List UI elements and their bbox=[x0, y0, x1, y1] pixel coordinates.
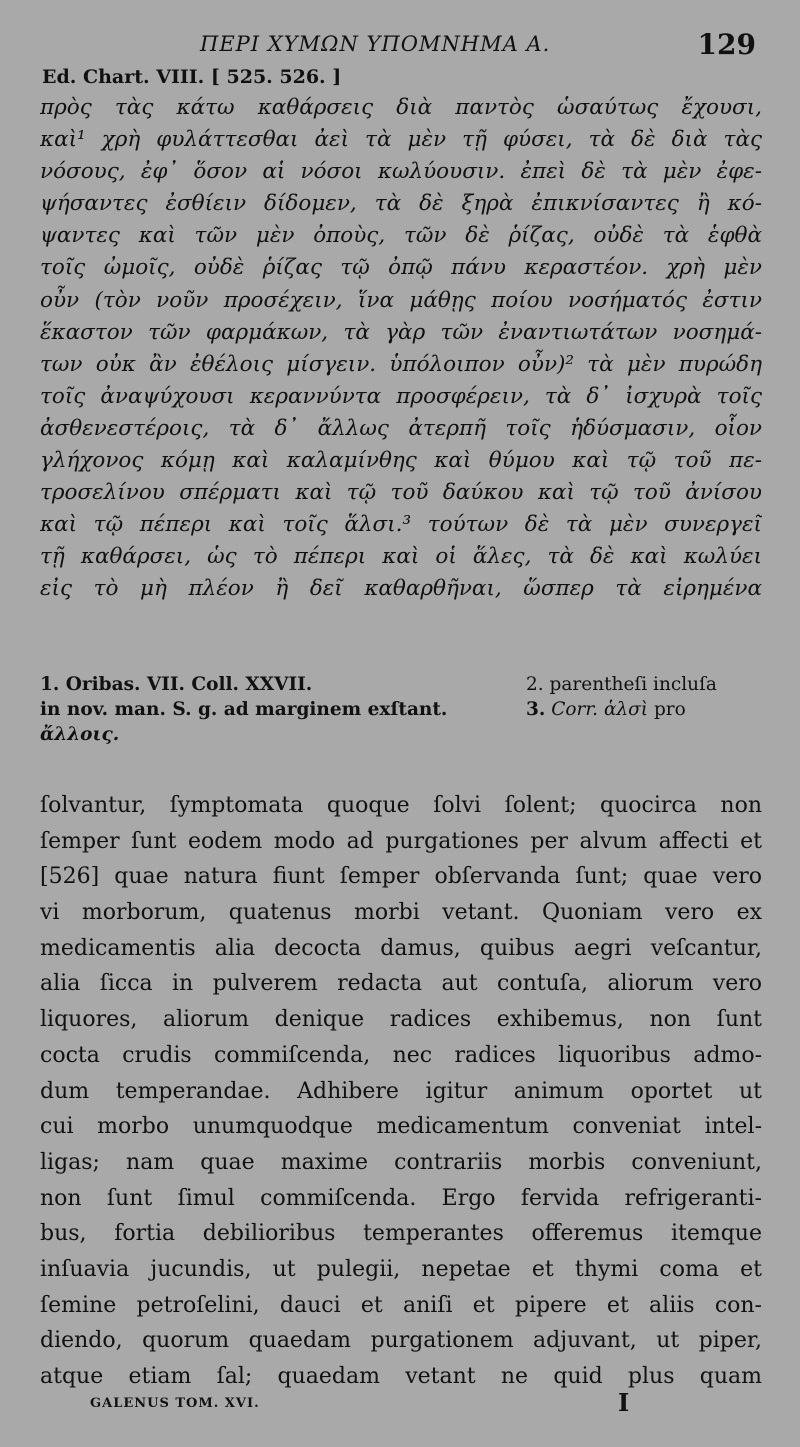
greek-text-line: ἀσθενεστέροις, τὰ δ᾽ ἄλλως ἀτερπῆ τοῖς ἡδύσμασιν, οἷον bbox=[40, 415, 762, 441]
footnote-3-number: 3. bbox=[526, 699, 546, 720]
signature-line: GALENUS TOM. XVI. bbox=[90, 1396, 260, 1411]
latin-text-line: liquores, aliorum denique radices exhibemus, non ſunt bbox=[40, 1007, 762, 1033]
footnote-line bbox=[40, 722, 762, 747]
footnote-2: 2. parentheſi incluſa bbox=[526, 674, 717, 695]
greek-text-line: των οὐκ ἂν ἐθέλοις μίσγειν. ὑπόλοιπον οὖν)² τὰ μὲν πυρώδη bbox=[40, 351, 762, 377]
latin-text-block bbox=[40, 788, 762, 1395]
latin-text-line: cocta crudis commiſcenda, nec radices liquoribus admo- bbox=[40, 1042, 762, 1068]
greek-text-line: πρὸς τὰς κάτω καθάρσεις διὰ παντὸς ὡσαύτως ἔχουσι, bbox=[40, 95, 762, 120]
latin-text-line: medicamentis alia decocta damus, quibus aegri veſcantur, bbox=[40, 935, 762, 961]
greek-text-line: ψήσαντες ἐσθίειν δίδομεν, τὰ δὲ ξηρὰ ἐπικνίσαντες ἢ κό- bbox=[40, 191, 762, 217]
latin-text-line: [526] quae natura fiunt ſemper obſervanda ſunt; quae vero bbox=[40, 864, 762, 890]
greek-text-line: εἰς τὸ μὴ πλέον ἢ δεῖ καθαρθῆναι, ὥσπερ τὰ εἰρημένα bbox=[40, 576, 762, 602]
footnote-3-continued: ἄλλοις. bbox=[40, 724, 120, 745]
footnote-3 bbox=[526, 697, 686, 722]
footnote-3-abbr: Corr. bbox=[551, 699, 599, 720]
latin-text-line: vi morborum, quatenus morbi vetant. Quoniam vero ex bbox=[40, 900, 762, 926]
footnote-1-continued: in nov. man. S. g. ad marginem exſtant. bbox=[40, 699, 448, 720]
running-head bbox=[0, 28, 800, 68]
latin-text-line: cui morbo unumquodque medicamentum conveniat intel- bbox=[40, 1114, 762, 1140]
edition-reference: Ed. Chart. VIII. [ 525. 526. ] bbox=[42, 66, 342, 88]
latin-text-line: atque etiam ſal; quaedam vetant ne quid plus quam bbox=[40, 1364, 762, 1389]
footnote-line bbox=[40, 672, 762, 697]
greek-text-line: τροσελίνου σπέρματι καὶ τῷ τοῦ δαύκου καὶ τῷ τοῦ ἀνίσου bbox=[40, 480, 762, 506]
latin-text-line: non ſunt ſimul commiſcenda. Ergo fervida refrigeranti- bbox=[40, 1185, 762, 1211]
running-title: ΠΕΡΙ ΧΥΜΩΝ ΥΠΟΜΝΗΜΑ Α. bbox=[200, 32, 551, 56]
latin-text-line: diendo, quorum quaedam purgationem adjuvant, ut piper, bbox=[40, 1328, 762, 1354]
greek-text-line: τῇ καθάρσει, ὡς τὸ πέπερι καὶ οἱ ἅλες, τὰ δὲ καὶ κωλύει bbox=[40, 544, 762, 570]
greek-text-line: τοῖς ἀναψύχουσι κεραννύντα προσφέρειν, τὰ δ᾽ ἰσχυρὰ τοῖς bbox=[40, 383, 762, 409]
greek-text-line: καὶ τῷ πέπερι καὶ τοῖς ἅλσι.³ τούτων δὲ τὰ μὲν συνεργεῖ bbox=[40, 512, 762, 538]
page-number: 129 bbox=[697, 28, 756, 61]
greek-text-line: καὶ¹ χρὴ φυλάττεσθαι ἀεὶ τὰ μὲν τῇ φύσει, τὰ δὲ διὰ τὰς bbox=[40, 127, 762, 153]
footnote-3-tail: pro bbox=[653, 699, 686, 720]
latin-text-line: ligas; nam quae maxime contrariis morbis conveniunt, bbox=[40, 1149, 762, 1175]
latin-text-line: ſemine petroſelini, dauci et aniſi et pipere et aliis con- bbox=[40, 1292, 762, 1318]
latin-text-line: inſuavia jucundis, ut pulegii, nepetae et thymi coma et bbox=[40, 1256, 762, 1282]
greek-text-block bbox=[40, 92, 762, 606]
latin-text-line: ſolvantur, ſymptomata quoque ſolvi ſolent; quocirca non bbox=[40, 793, 762, 818]
greek-text-line: οὖν (τὸν νοῦν προσέχειν, ἵνα μάθῃς ποίου νοσήματός ἐστιν bbox=[40, 287, 762, 313]
latin-text-line: bus, fortia debilioribus temperantes offeremus itemque bbox=[40, 1221, 762, 1247]
footnote-1: 1. Oribas. VII. Coll. XXVII. bbox=[40, 674, 313, 695]
greek-text-line: ψαντες καὶ τῶν μὲν ὀποὺς, τῶν δὲ ῥίζας, οὐδὲ τὰ ἑφθὰ bbox=[40, 223, 762, 249]
greek-text-line: τοῖς ὠμοῖς, οὐδὲ ῥίζας τῷ ὀπῷ πάνυ κεραστέον. χρὴ μὲν bbox=[40, 255, 762, 281]
latin-text-line: ſemper ſunt eodem modo ad purgationes per alvum affecti et bbox=[40, 828, 762, 854]
footnote-3-word: ἁλσὶ bbox=[603, 699, 649, 720]
signature-mark: I bbox=[618, 1388, 630, 1417]
latin-text-line: alia ſicca in pulverem redacta aut contuſa, aliorum vero bbox=[40, 971, 762, 997]
footnotes bbox=[40, 672, 762, 747]
latin-text-line: dum temperandae. Adhibere igitur animum oportet ut bbox=[40, 1078, 762, 1104]
footnote-line bbox=[40, 697, 762, 722]
greek-text-line: γλήχονος κόμῃ καὶ καλαμίνθης καὶ θύμου καὶ τῷ τοῦ πε- bbox=[40, 448, 762, 474]
greek-text-line: νόσους, ἐφ᾽ ὅσον αἱ νόσοι κωλύουσιν. ἐπεὶ δὲ τὰ μὲν ἐφε- bbox=[40, 159, 762, 185]
greek-text-line: ἕκαστον τῶν φαρμάκων, τὰ γὰρ τῶν ἐναντιωτάτων νοσημά- bbox=[40, 319, 762, 345]
